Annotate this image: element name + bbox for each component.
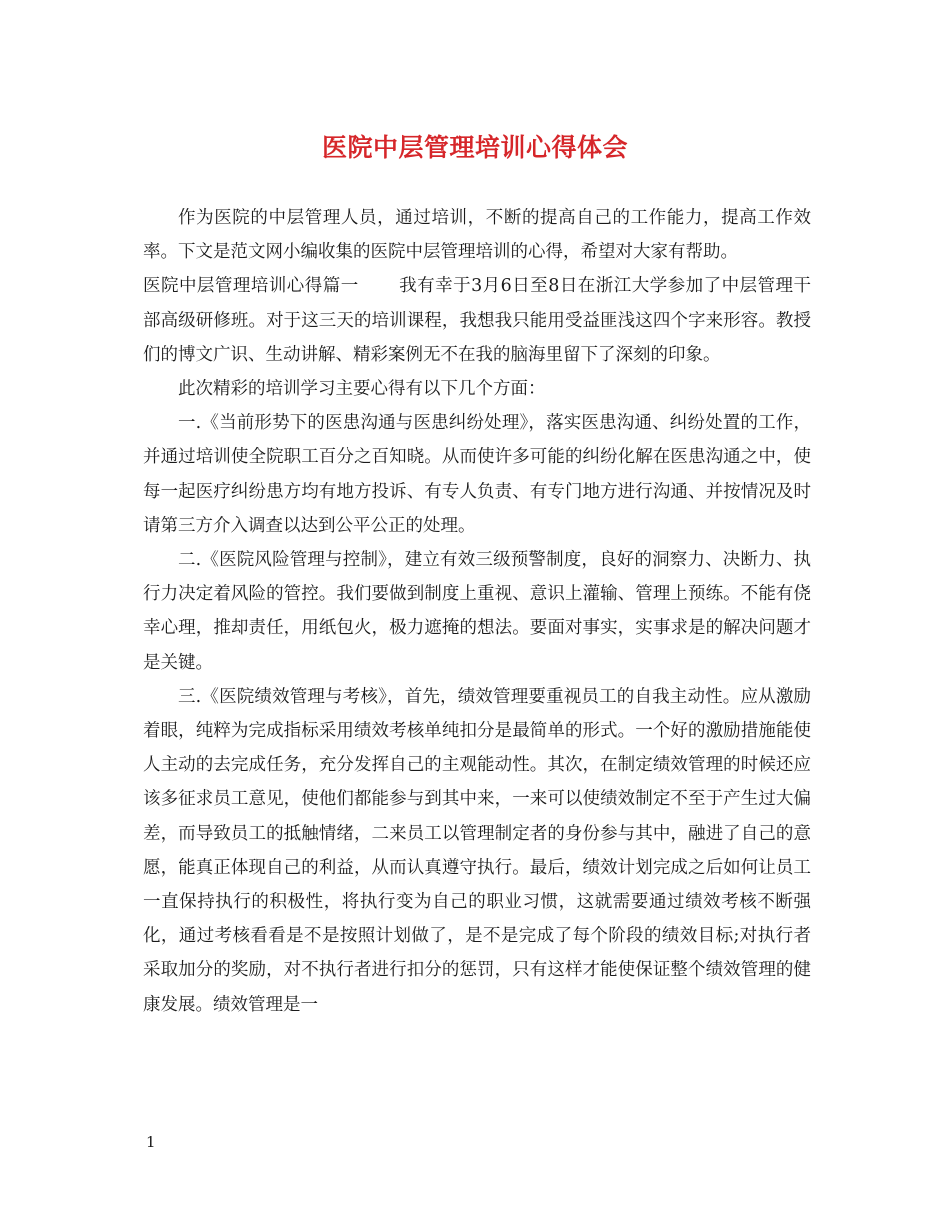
document-title: 医院中层管理培训心得体会 <box>321 133 628 162</box>
page-number: 1 <box>146 1133 156 1151</box>
paragraph-point-two: 二.《医院风险管理与控制》，建立有效三级预警制度，良好的洞察力、决断力、执行力决定着风险的管控。我们要做到制度上重视、意识上灌输、管理上预练。不能有侥幸心理，推却责任，用纸包火，极力遮掩的想法。要面对事实，实事求是的解决问题才是关键。 <box>143 550 811 673</box>
section-heading: 医院中层管理培训心得篇一 <box>143 276 359 297</box>
document-body <box>143 201 811 1022</box>
paragraph-point-one: 一.《当前形势下的医患沟通与医患纠纷处理》，落实医患沟通、纠纷处置的工作，并通过培训使全院职工百分之百知晓。从而使许多可能的纠纷化解在医患沟通之中，使每一起医疗纠纷患方均有地方投诉、有专人负责、有专门地方进行沟通、并按情况及时请第三方介入调查以达到公平公正的处理。 <box>143 413 811 536</box>
section-first-text: 我有幸于3月6日至8日在浙江大学参加了中层管理干部高级研修班。对于这三天的培训课程，我想我只能用受益匪浅这四个字来形容。教授们的博文广识、生动讲解、精彩案例无不在我的脑海里留下了深刻的印象。 <box>143 276 811 365</box>
intro-text: 作为医院的中层管理人员，通过培训，不断的提高自己的工作能力，提高工作效率。下文是范文网小编收集的医院中层管理培训的心得，希望对大家有帮助。 <box>143 208 811 263</box>
intro-paragraph <box>143 201 811 269</box>
paragraph-point-three: 三.《医院绩效管理与考核》，首先，绩效管理要重视员工的自我主动性。应从激励着眼，纯粹为完成指标采用绩效考核单纯扣分是最简单的形式。一个好的激励措施能使人主动的去完成任务，充分发挥自己的主观能动性。其次，在制定绩效管理的时候还应该多征求员工意见，使他们都能参与到其中来，一来可以使绩效制定不至于产生过大偏差，而导致员工的抵触情绪，二来员工以管理制定者的身份参与其中，融进了自己的意愿，能真正体现自己的利益，从而认真遵守执行。最后，绩效计划完成之后如何让员工一直保持执行的积极性，将执行变为自己的职业习惯，这就需要通过绩效考核不断强化，通过考核看看是不是按照计划做了，是不是完成了每个阶段的绩效目标;对执行者采取加分的奖励，对不执行者进行扣分的惩罚，只有这样才能使保证整个绩效管理的健康发展。绩效管理是一 <box>143 686 811 1015</box>
section-paragraph <box>143 269 811 372</box>
paragraph-summary: 此次精彩的培训学习主要心得有以下几个方面： <box>178 379 546 400</box>
